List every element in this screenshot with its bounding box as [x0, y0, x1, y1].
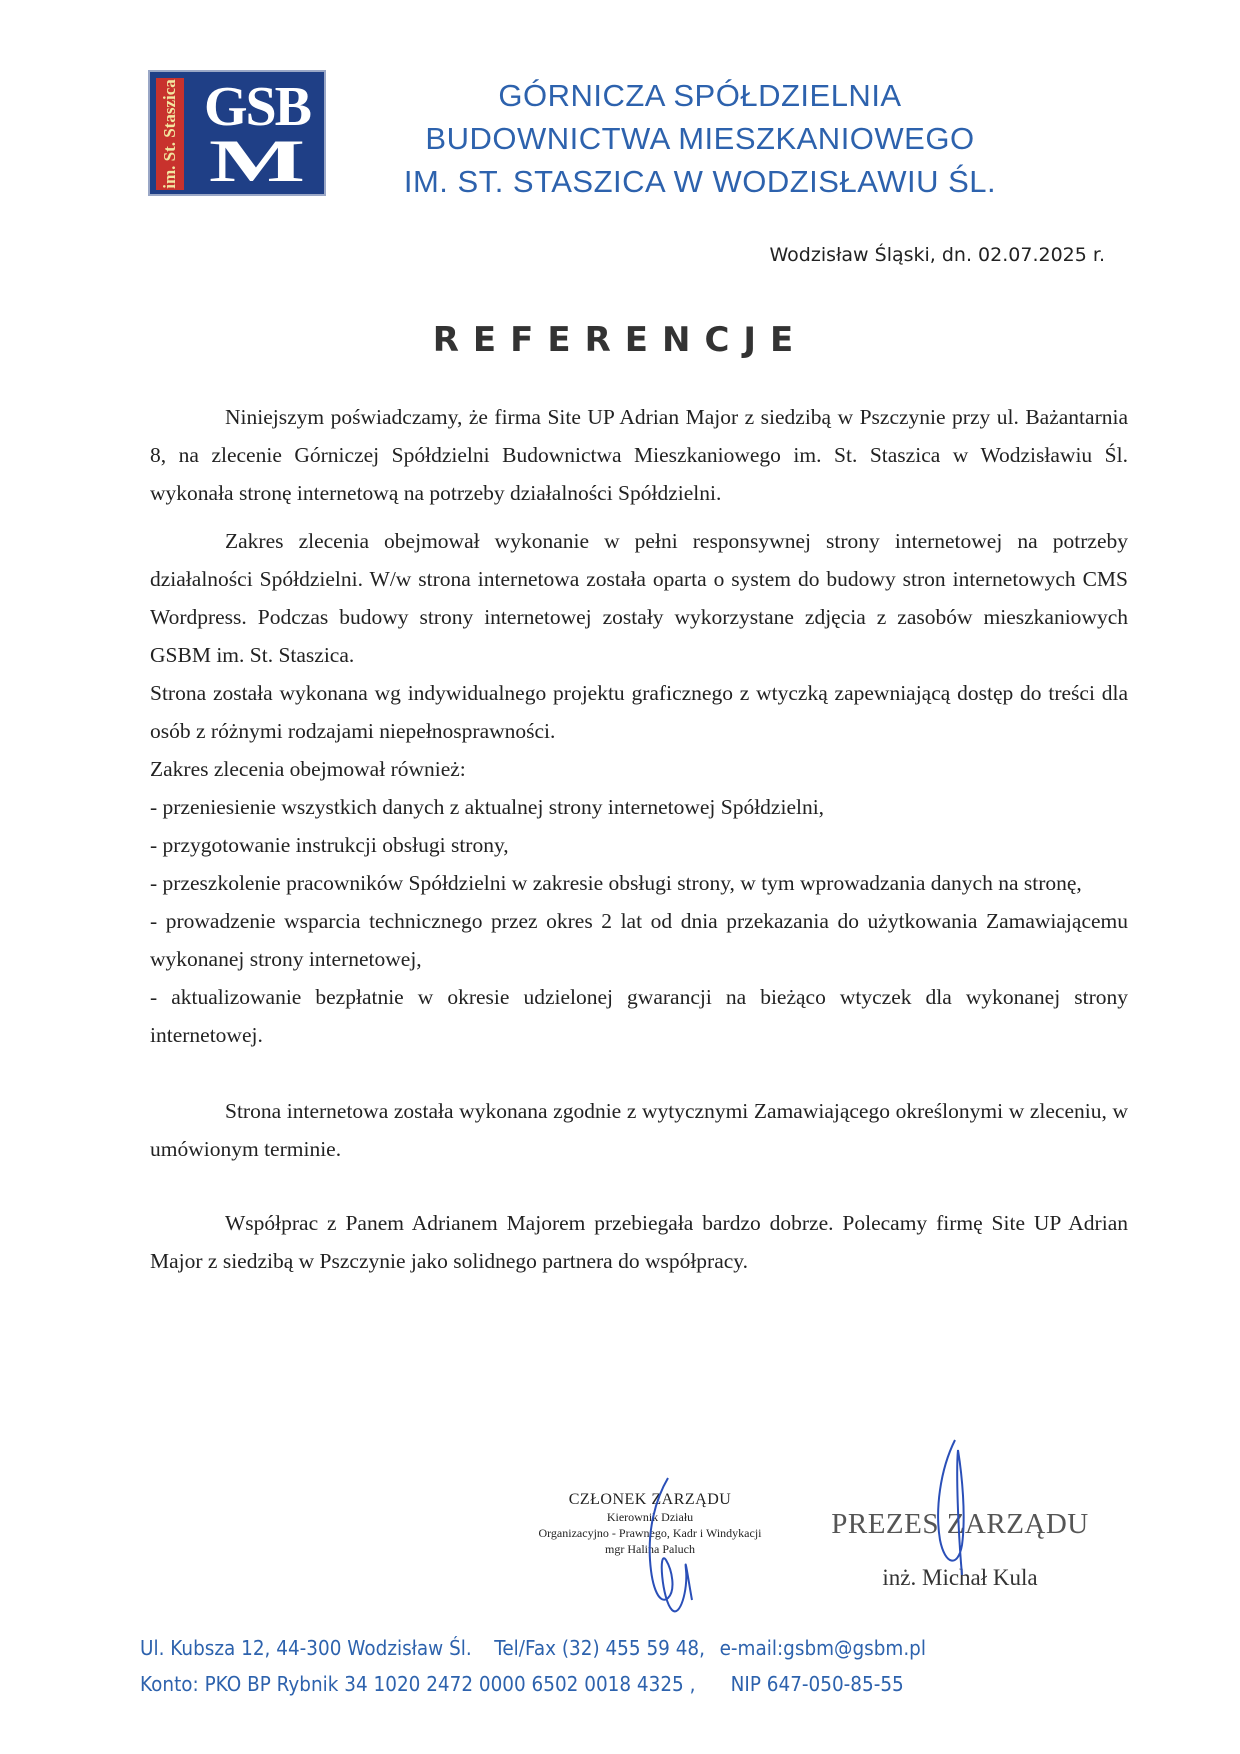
paragraph-completion: Strona internetowa została wykonana zgodnie z wytycznymi Zamawiającego określonymi w zleceniu, w umówionym terminie. [150, 1099, 1128, 1161]
logo-gsb-text: GSB [203, 76, 311, 138]
footer-email[interactable]: e-mail:gsbm@gsbm.pl [719, 1636, 926, 1660]
org-line-3: IM. ST. STASZICA W WODZISŁAWIU ŚL. [403, 164, 997, 199]
place-date: Wodzisław Śląski, dn. 02.07.2025 r. [769, 244, 1105, 266]
footer-nip: NIP 647-050-85-55 [730, 1672, 904, 1696]
footer-contact [140, 1630, 1023, 1702]
paragraph-design: Strona została wykonana wg indywidualnego projektu graficznego z wtyczką zapewniającą dostęp do treści dla osób z różnymi rodzajami niepełnosprawności. [150, 681, 1128, 743]
footer-phone: Tel/Fax (32) 455 59 48, [494, 1636, 705, 1660]
president-title: PREZES ZARZĄDU [831, 1508, 1089, 1540]
list-item: - przeszkolenie pracowników Spółdzielni w zakresie obsługi strony, w tym wprowadzania danych na stronę, [150, 871, 1082, 895]
paragraph-scope-also: Zakres zlecenia obejmował również: [150, 757, 466, 781]
org-line-2: BUDOWNICTWA MIESZKANIOWEGO [425, 121, 975, 156]
footer-address: Ul. Kubsza 12, 44-300 Wodzisław Śl. [140, 1636, 472, 1660]
list-item: - przeniesienie wszystkich danych z aktualnej strony internetowej Spółdzielni, [150, 795, 825, 819]
president-name: inż. Michał Kula [882, 1565, 1038, 1590]
board-member-name: mgr Halina Paluch [605, 1542, 695, 1556]
logo-vertical-text: im. St. Staszica [160, 79, 179, 189]
paragraph-recommendation: Współprac z Panem Adrianem Majorem przebiegała bardzo dobrze. Polecamy firmę Site UP Adrian Major z siedzibą w Pszczynie jako solidnego partnera do współpracy. [150, 1211, 1128, 1273]
list-item: - aktualizowanie bezpłatnie w okresie udzielonej gwarancji na bieżąco wtyczek dla wykonanej strony internetowej. [150, 985, 1128, 1047]
paragraph-intro: Niniejszym poświadczamy, że firma Site UP Adrian Major z siedzibą w Pszczynie przy ul. Bażantarnia 8, na zlecenie Górniczej Spółdzielni Budownictwa Mieszkaniowego im. St. Staszica w Wodzisławiu Śl. wykonała stronę internetową na potrzeby działalności Spółdzielni. [150, 405, 1128, 505]
board-member-title: CZŁONEK ZARZĄDU [568, 1491, 732, 1508]
logo-m-text: M [208, 128, 306, 194]
document-title: REFERENCJE [432, 320, 808, 360]
org-line-1: GÓRNICZA SPÓŁDZIELNIA [498, 78, 902, 113]
board-member-role-2: Organizacyjno - Prawnego, Kadr i Windykacji [538, 1526, 762, 1540]
signature-right [938, 1440, 964, 1575]
board-member-role-1: Kierownik Działu [606, 1510, 694, 1524]
paragraph-scope: Zakres zlecenia obejmował wykonanie w pełni responsywnej strony internetowej na potrzeby działalności Spółdzielni. W/w strona internetowa została oparta o system do budowy stron internetowych CMS Wordpress. Podczas budowy strony internetowej zostały wykorzystane zdjęcia z zasobów mieszkaniowych GSBM im. St. Staszica. [150, 529, 1128, 667]
signature-left [650, 1478, 692, 1611]
list-item: - przygotowanie instrukcji obsługi strony, [150, 833, 509, 857]
footer-bank-account: Konto: PKO BP Rybnik 34 1020 2472 0000 6502 0018 4325 , [140, 1672, 696, 1696]
list-item: - prowadzenie wsparcia technicznego przez okres 2 lat od dnia przekazania do użytkowania Zamawiającemu wykonanej strony internetowej, [150, 909, 1128, 971]
